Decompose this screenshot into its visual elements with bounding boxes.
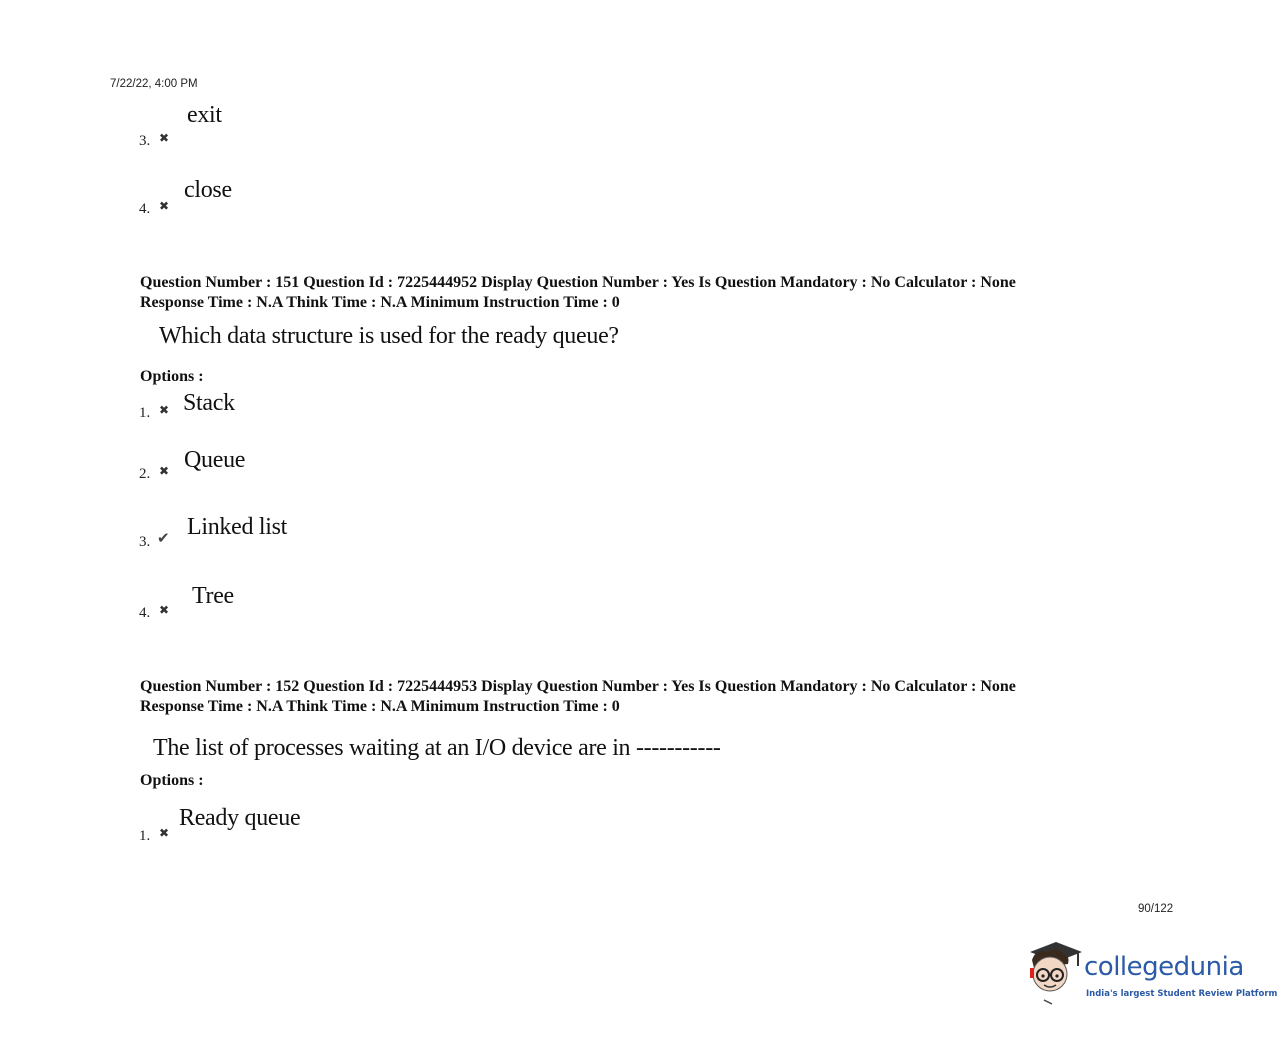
question-meta-line1: Question Number : 151 Question Id : 7225444952 Display Question Number : Yes Is Question Mandatory : No Calculator : None <box>140 274 1016 291</box>
cross-icon: ✖ <box>159 131 170 145</box>
option-number: 4. <box>139 605 151 621</box>
option-number: 1. <box>139 405 151 421</box>
page-number: 90/122 <box>1138 903 1174 915</box>
option-number: 4. <box>139 201 151 217</box>
option-text: Queue <box>184 447 246 473</box>
option-number: 3. <box>139 133 151 149</box>
option-number: 1. <box>139 828 151 844</box>
options-label: Options : <box>140 368 204 385</box>
question-meta-line1: Question Number : 152 Question Id : 7225444953 Display Question Number : Yes Is Question Mandatory : No Calculator : None <box>140 678 1016 695</box>
cross-icon: ✖ <box>159 826 170 840</box>
mascot-icon <box>1022 938 1084 1008</box>
question-meta-line2: Response Time : N.A Think Time : N.A Minimum Instruction Time : 0 <box>140 698 620 715</box>
cross-icon: ✖ <box>159 603 170 617</box>
options-label: Options : <box>140 772 204 789</box>
logo-tagline: India's largest Student Review Platform <box>1086 989 1278 999</box>
option-number: 2. <box>139 466 151 482</box>
check-icon: ✔ <box>157 529 170 547</box>
option-text: Stack <box>183 390 235 416</box>
cross-icon: ✖ <box>159 199 170 213</box>
question-text: Which data structure is used for the ready queue? <box>159 323 619 349</box>
question-meta-line2: Response Time : N.A Think Time : N.A Minimum Instruction Time : 0 <box>140 294 620 311</box>
option-text: Tree <box>192 583 234 609</box>
cross-icon: ✖ <box>159 403 170 417</box>
cross-icon: ✖ <box>159 464 170 478</box>
option-text: exit <box>187 102 222 128</box>
option-text: Ready queue <box>179 805 301 831</box>
collegedunia-logo <box>1022 938 1278 1008</box>
option-text: close <box>184 177 232 203</box>
print-timestamp: 7/22/22, 4:00 PM <box>110 78 198 90</box>
option-number: 3. <box>139 534 151 550</box>
logo-wordmark: collegedunia <box>1084 952 1244 982</box>
option-text: Linked list <box>187 514 288 540</box>
question-text: The list of processes waiting at an I/O device are in ----------- <box>153 735 721 761</box>
